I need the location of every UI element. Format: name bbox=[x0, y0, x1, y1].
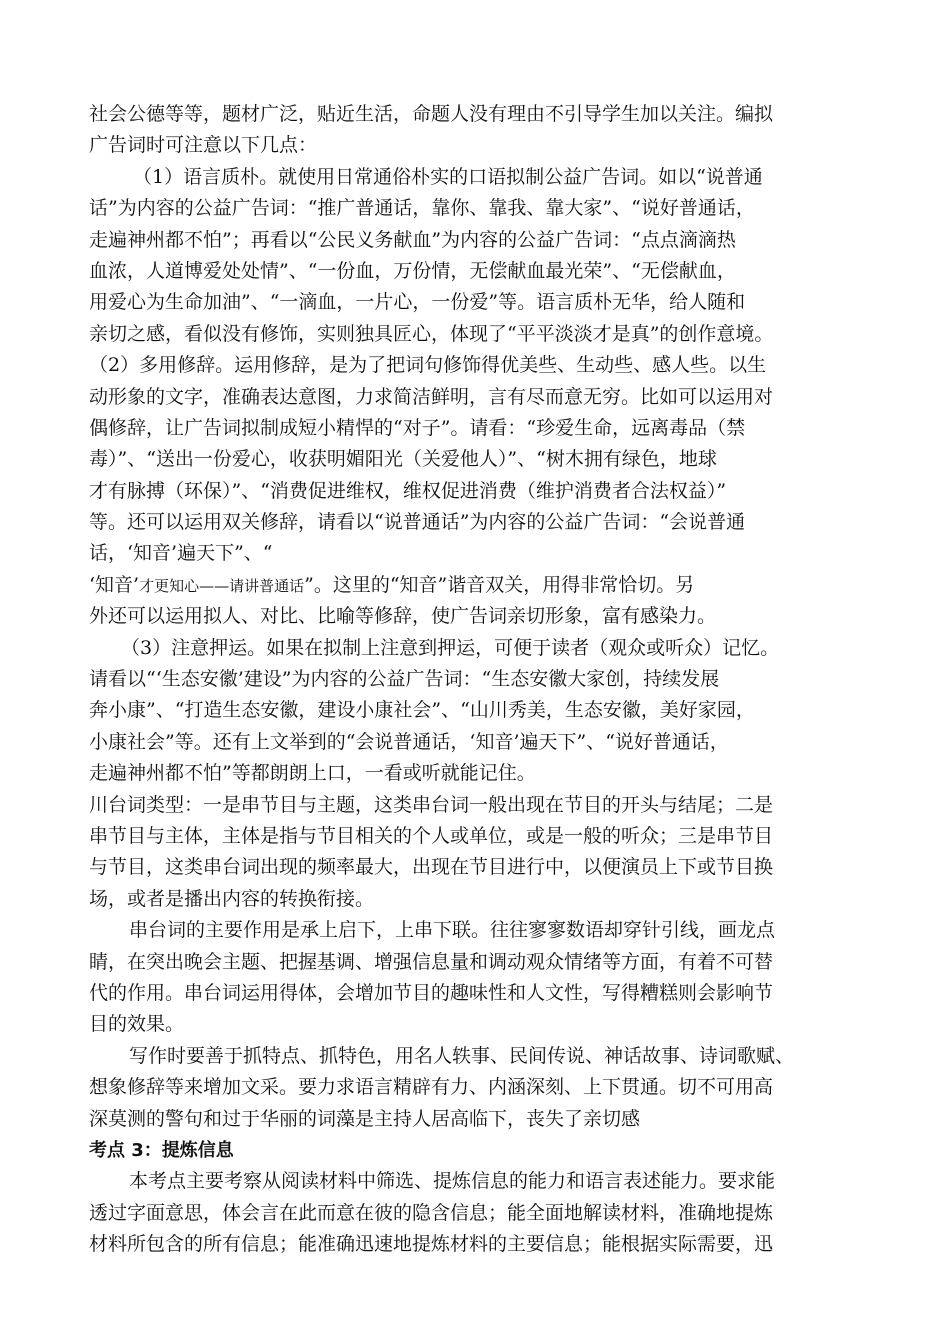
text-line: 目的效果。 bbox=[89, 1013, 185, 1036]
text-line: 与节目，这类串台词出现的频率最大，出现在节目进行中，以便演员上下或节目换 bbox=[89, 856, 774, 879]
text-line: 材料所包含的所有信息；能准确迅速地提炼材料的主要信息；能根据实际需要，迅 bbox=[89, 1233, 774, 1256]
text-run: ”。这里的“知音”谐音双关，用得非常恰切。另 bbox=[304, 573, 695, 596]
text-line: 外还可以运用拟人、对比、比喻等修辞，使广告词亲切形象，富有感染力。 bbox=[89, 605, 717, 628]
text-line-mixed bbox=[89, 570, 879, 601]
text-line: 血浓，人道博爱处处情”、“一份血，万份情，无偿献血最光荣”、“无偿献血， bbox=[89, 259, 736, 282]
text-line: 才有脉搏（环保）”、“消费促进维权，维权促进消费（维护消费者合法权益）” bbox=[89, 479, 727, 502]
text-line: （2）多用修辞。运用修辞，是为了把词句修饰得优美些、生动些、感人些。以生 bbox=[89, 354, 767, 377]
text-line: 代的作用。串台词运用得体，会增加节目的趣味性和人文性，写得糟糕则会影响节 bbox=[89, 981, 774, 1004]
text-line: 走遍神州都不怕”等都朗朗上口，一看或听就能记住。 bbox=[89, 762, 536, 785]
text-line: 本考点主要考察从阅读材料中筛选、提炼信息的能力和语言表述能力。要求能 bbox=[129, 1170, 776, 1193]
text-line: 想象修辞等来增加文采。要力求语言精辟有力、内涵深刻、上下贯通。切不可用高 bbox=[89, 1076, 774, 1099]
text-line: 睛，在突出晚会主题、把握基调、增强信息量和调动观众情绪等方面，有着不可替 bbox=[89, 950, 774, 973]
text-run: ‘知音’ bbox=[89, 573, 140, 596]
text-line: 话，‘知音’遍天下”、“ bbox=[89, 542, 273, 565]
text-line: 川台词类型：一是串节目与主题，这类串台词一般出现在节目的开头与结尾；二是 bbox=[89, 793, 774, 816]
text-line: 社会公德等等，题材广泛，贴近生活，命题人没有理由不引导学生加以关注。编拟 bbox=[89, 103, 774, 125]
text-line: 透过字面意思，体会言在此而意在彼的隐含信息；能全面地解读材料，准确地提炼 bbox=[89, 1201, 774, 1224]
text-line: 偶修辞，让广告词拟制成短小精悍的“对子”。请看：“珍爱生命，远离毒品（禁 bbox=[89, 416, 746, 439]
text-line: 小康社会”等。还有上文举到的“会说普通话，‘知音’遍天下”、“说好普通话， bbox=[89, 730, 729, 753]
text-line: 广告词时可注意以下几点： bbox=[89, 134, 318, 157]
text-line: 深莫测的警句和过于华丽的词藻是主持人居高临下，丧失了亲切感 bbox=[89, 1107, 641, 1130]
text-line: 串台词的主要作用是承上启下，上串下联。往往寥寥数语却穿针引线，画龙点 bbox=[129, 919, 776, 942]
text-line: （1）语言质朴。就使用日常通俗朴实的口语拟制公益广告词。如以“说普通 bbox=[133, 165, 763, 188]
text-line: （3）注意押运。如果在拟制上注意到押运，可便于读者（观众或听众）记忆。 bbox=[121, 636, 780, 659]
document-page bbox=[89, 99, 879, 1260]
text-line: 话”为内容的公益广告词：“推广普通话，靠你、靠我、靠大家”、“说好普通话， bbox=[89, 197, 755, 220]
text-line: 场，或者是播出内容的转换衔接。 bbox=[89, 887, 375, 910]
text-line: 用爱心为生命加油”、“一滴血，一片心，一份爱”等。语言质朴无华，给人随和 bbox=[89, 291, 746, 314]
text-line: 动形象的文字，准确表达意图，力求简洁鲜明，言有尽而意无穷。比如可以运用对 bbox=[89, 385, 774, 408]
text-line: 走遍神州都不怕”；再看以“公民义务献血”为内容的公益广告词：“点点滴滴热 bbox=[89, 228, 736, 251]
text-line: 亲切之感，看似没有修饰，实则独具匠心，体现了“平平淡淡才是真”的创作意境。 bbox=[89, 322, 774, 345]
text-run-small: 才更知心——请讲普通话 bbox=[139, 576, 305, 595]
text-line: 奔小康”、“打造生态安徽，建设小康社会”、“山川秀美，生态安徽，美好家园， bbox=[89, 699, 755, 722]
text-line: 请看以“‘生态安徽’建设”为内容的公益广告词：“生态安徽大家创，持续发展 bbox=[89, 668, 720, 691]
text-line: 等。还可以运用双关修辞，请看以“说普通话”为内容的公益广告词：“会说普通 bbox=[89, 511, 746, 534]
section-heading: 考点 3：提炼信息 bbox=[89, 1139, 234, 1161]
text-line: 写作时要善于抓特点、抓特色，用名人轶事、民间传说、神话故事、诗词歌赋、 bbox=[129, 1044, 795, 1067]
text-line: 毒）”、“送出一份爱心，收获明媚阳光（关爱他人）”、“树木拥有绿色，地球 bbox=[89, 448, 717, 471]
text-line: 串节目与主体，主体是指与节目相关的个人或单位，或是一般的听众；三是串节目 bbox=[89, 824, 774, 847]
